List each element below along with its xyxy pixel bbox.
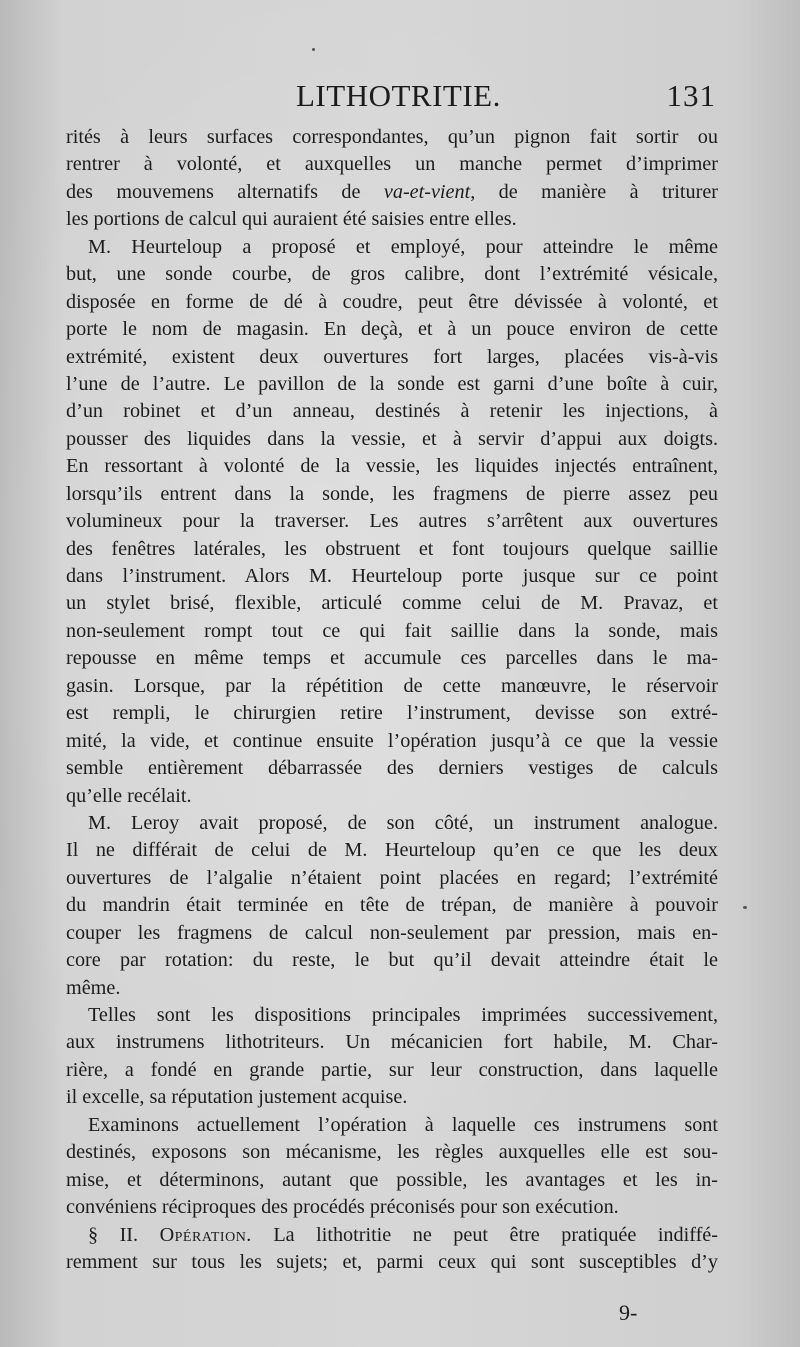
running-title: LITHOTRITIE. — [296, 78, 501, 113]
text-line: il excelle, sa réputation justement acquise. — [66, 1086, 408, 1109]
text-line: même. — [66, 976, 121, 999]
text-line: couper les fragmens de calcul non-seulement par pression, mais en- — [66, 921, 718, 944]
text-fragment: des mouvemens alternatifs de — [66, 180, 384, 203]
text-line: un stylet brisé, flexible, articulé comme celui de M. Pravaz, et — [66, 592, 718, 615]
text-line: d’un robinet et d’un anneau, destinés à retenir les injections, à — [66, 400, 718, 423]
text-line: porte le nom de magasin. En deçà, et à un pouce environ de cette — [66, 318, 718, 341]
text-line: En ressortant à volonté de la vessie, les liquides injectés entraînent, — [66, 455, 718, 478]
text-line: core par rotation: du reste, le but qu’il devait atteindre était le — [66, 949, 718, 972]
text-line: qu’elle recélait. — [66, 784, 192, 807]
text-line: remment sur tous les sujets; et, parmi ceux qui sont susceptibles d’y — [66, 1250, 718, 1273]
text-line: ouvertures de l’algalie n’étaient point placées en regard; l’extrémité — [66, 866, 718, 889]
body-text — [66, 124, 718, 1276]
text-line: aux instrumens lithotriteurs. Un mécanicien fort habile, M. Char- — [66, 1031, 718, 1054]
text-line: M. Heurteloup a proposé et employé, pour atteindre le même — [88, 235, 718, 258]
signature-mark: 9- — [619, 1300, 638, 1325]
print-speck — [743, 906, 747, 909]
text-line: les portions de calcul qui auraient été saisies entre elles. — [66, 208, 517, 231]
italic-term: va-et-vient — [383, 180, 471, 203]
text-line: disposée en forme de dé à coudre, peut être dévissée à volonté, et — [66, 290, 718, 313]
text-line: Il ne différait de celui de M. Heurteloup qu’en ce que les deux — [66, 839, 718, 862]
text-line: convéniens réciproques des procédés préconisés pour son exécution. — [66, 1196, 619, 1219]
text-line: rités à leurs surfaces correspondantes, qu’un pignon fait sortir ou — [66, 126, 718, 148]
text-line: pousser des liquides dans la vessie, et à servir d’appui aux doigts. — [66, 427, 718, 450]
text-line: non-seulement rompt tout ce qui fait saillie dans la sonde, mais — [66, 619, 718, 642]
text-line: gasin. Lorsque, par la répétition de cette manœuvre, le réservoir — [66, 674, 718, 697]
text-line: des fenêtres latérales, les obstruent et font toujours quelque saillie — [66, 537, 718, 560]
text-line: but, une sonde courbe, de gros calibre, dont l’extrémité vésicale, — [66, 263, 718, 286]
text-line: du mandrin était terminée en tête de trépan, de manière à pouvoir — [66, 894, 718, 917]
text-line: mité, la vide, et continue ensuite l’opération jusqu’à ce que la vessie — [66, 729, 718, 752]
text-line: repousse en même temps et accumule ces parcelles dans le ma- — [66, 647, 718, 670]
text-line: l’une de l’autre. Le pavillon de la sonde est garni d’une boîte à cuir, — [66, 372, 718, 395]
text-line: destinés, exposons son mécanisme, les règles auxquelles elle est sou- — [66, 1141, 718, 1164]
print-speck — [312, 48, 315, 51]
text-line: semble entièrement débarrassée des derniers vestiges de calculs — [66, 757, 718, 780]
page-header — [0, 78, 800, 118]
text-fragment: , de manière à triturer — [470, 180, 718, 203]
text-line: mise, et déterminons, autant que possible, les avantages et les in- — [66, 1168, 718, 1191]
text-line: volumineux pour la traverser. Les autres s’arrêtent aux ouvertures — [66, 510, 718, 533]
page-number: 131 — [666, 78, 716, 113]
text-line: dans l’instrument. Alors M. Heurteloup porte jusque sur ce point — [66, 565, 718, 587]
text-line: rière, a fondé en grande partie, sur leur construction, dans laquelle — [66, 1058, 718, 1081]
text-line: extrémité, existent deux ouvertures fort larges, placées vis-à-vis — [66, 345, 718, 368]
text-line — [66, 179, 718, 206]
text-line: rentrer à volonté, et auxquelles un manche permet d’imprimer — [66, 153, 718, 176]
text-fragment: La lithotritie ne peut être pratiquée indiffé- — [251, 1223, 718, 1246]
text-line: est rempli, le chirurgien retire l’instrument, devisse son extré- — [66, 702, 718, 725]
text-line: M. Leroy avait proposé, de son côté, un instrument analogue. — [88, 811, 718, 834]
text-line: lorsqu’ils entrent dans la sonde, les fragmens de pierre assez peu — [66, 482, 718, 505]
text-fragment: § II. — [88, 1223, 160, 1246]
text-line: Telles sont les dispositions principales imprimées successivement, — [88, 1004, 718, 1026]
text-line: Examinons actuellement l’opération à laquelle ces instrumens sont — [88, 1113, 718, 1136]
section-heading: Opération. — [159, 1223, 252, 1246]
text-line — [66, 1222, 718, 1249]
